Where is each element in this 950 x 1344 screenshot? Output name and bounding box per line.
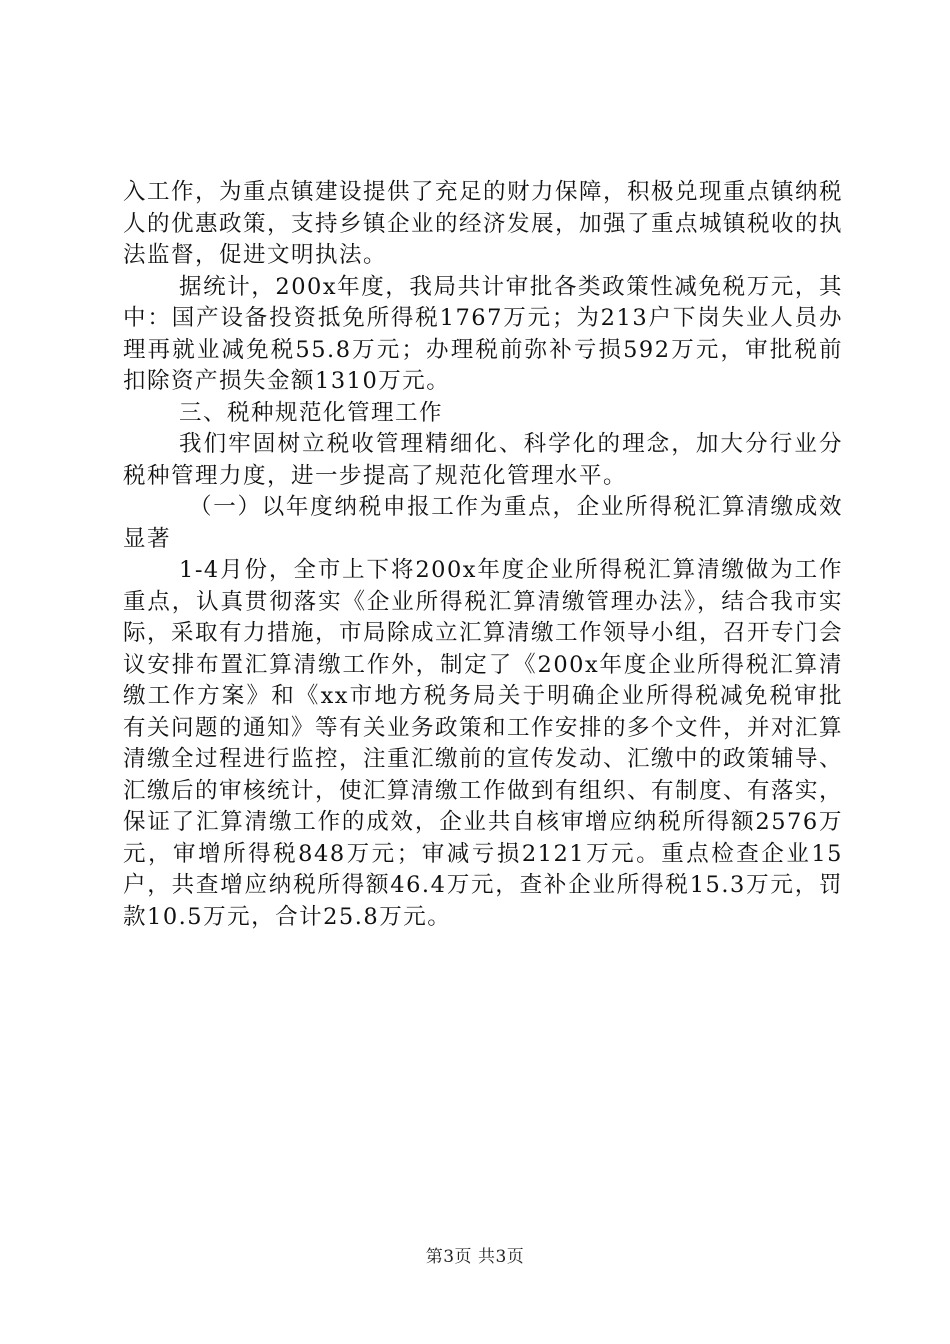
subsection-heading: （一）以年度纳税申报工作为重点，企业所得税汇算清缴成效显著 xyxy=(123,494,843,552)
paragraph-continuation: 入工作，为重点镇建设提供了充足的财力保障，积极兑现重点镇纳税人的优惠政策，支持乡镇企业的经济发展，加强了重点城镇税收的执法监督，促进文明执法。 xyxy=(123,179,844,268)
document-body xyxy=(123,177,843,933)
paragraph-concept: 我们牢固树立税收管理精细化、科学化的理念，加大分行业分税种管理力度，进一步提高了规范化管理水平。 xyxy=(123,431,843,489)
paragraph-settlement: 1-4月份，全市上下将200x年度企业所得税汇算清缴做为工作重点，认真贯彻落实《企业所得税汇算清缴管理办法》，结合我市实际，采取有力措施，市局除成立汇算清缴工作领导小组，召开专门会议安排布置汇算清缴工作外，制定了《200x年度企业所得税汇算清缴工作方案》和《xx市地方税务局关于明确企业所得税减免税审批有关问题的通知》等有关业务政策和工作安排的多个文件，并对汇算清缴全过程进行监控，注重汇缴前的宣传发动、汇缴中的政策辅导、汇缴后的审核统计，使汇算清缴工作做到有组织、有制度、有落实，保证了汇算清缴工作的成效，企业共自核审增应纳税所得额2576万元，审增所得税848万元；审减亏损2121万元。重点检查企业15户，共查增应纳税所得额46.4万元，查补企业所得税15.3万元，罚款10.5万元，合计25.8万元。 xyxy=(123,557,844,930)
page-footer: 第3页 共3页 xyxy=(425,1247,525,1267)
paragraph-statistics: 据统计，200x年度，我局共计审批各类政策性减免税万元，其中：国产设备投资抵免所得税1767万元；为213户下岗失业人员办理再就业减免税55.8万元；办理税前弥补亏损592万元，审批税前扣除资产损失金额1310万元。 xyxy=(123,273,843,394)
section-heading: 三、税种规范化管理工作 xyxy=(179,399,444,426)
